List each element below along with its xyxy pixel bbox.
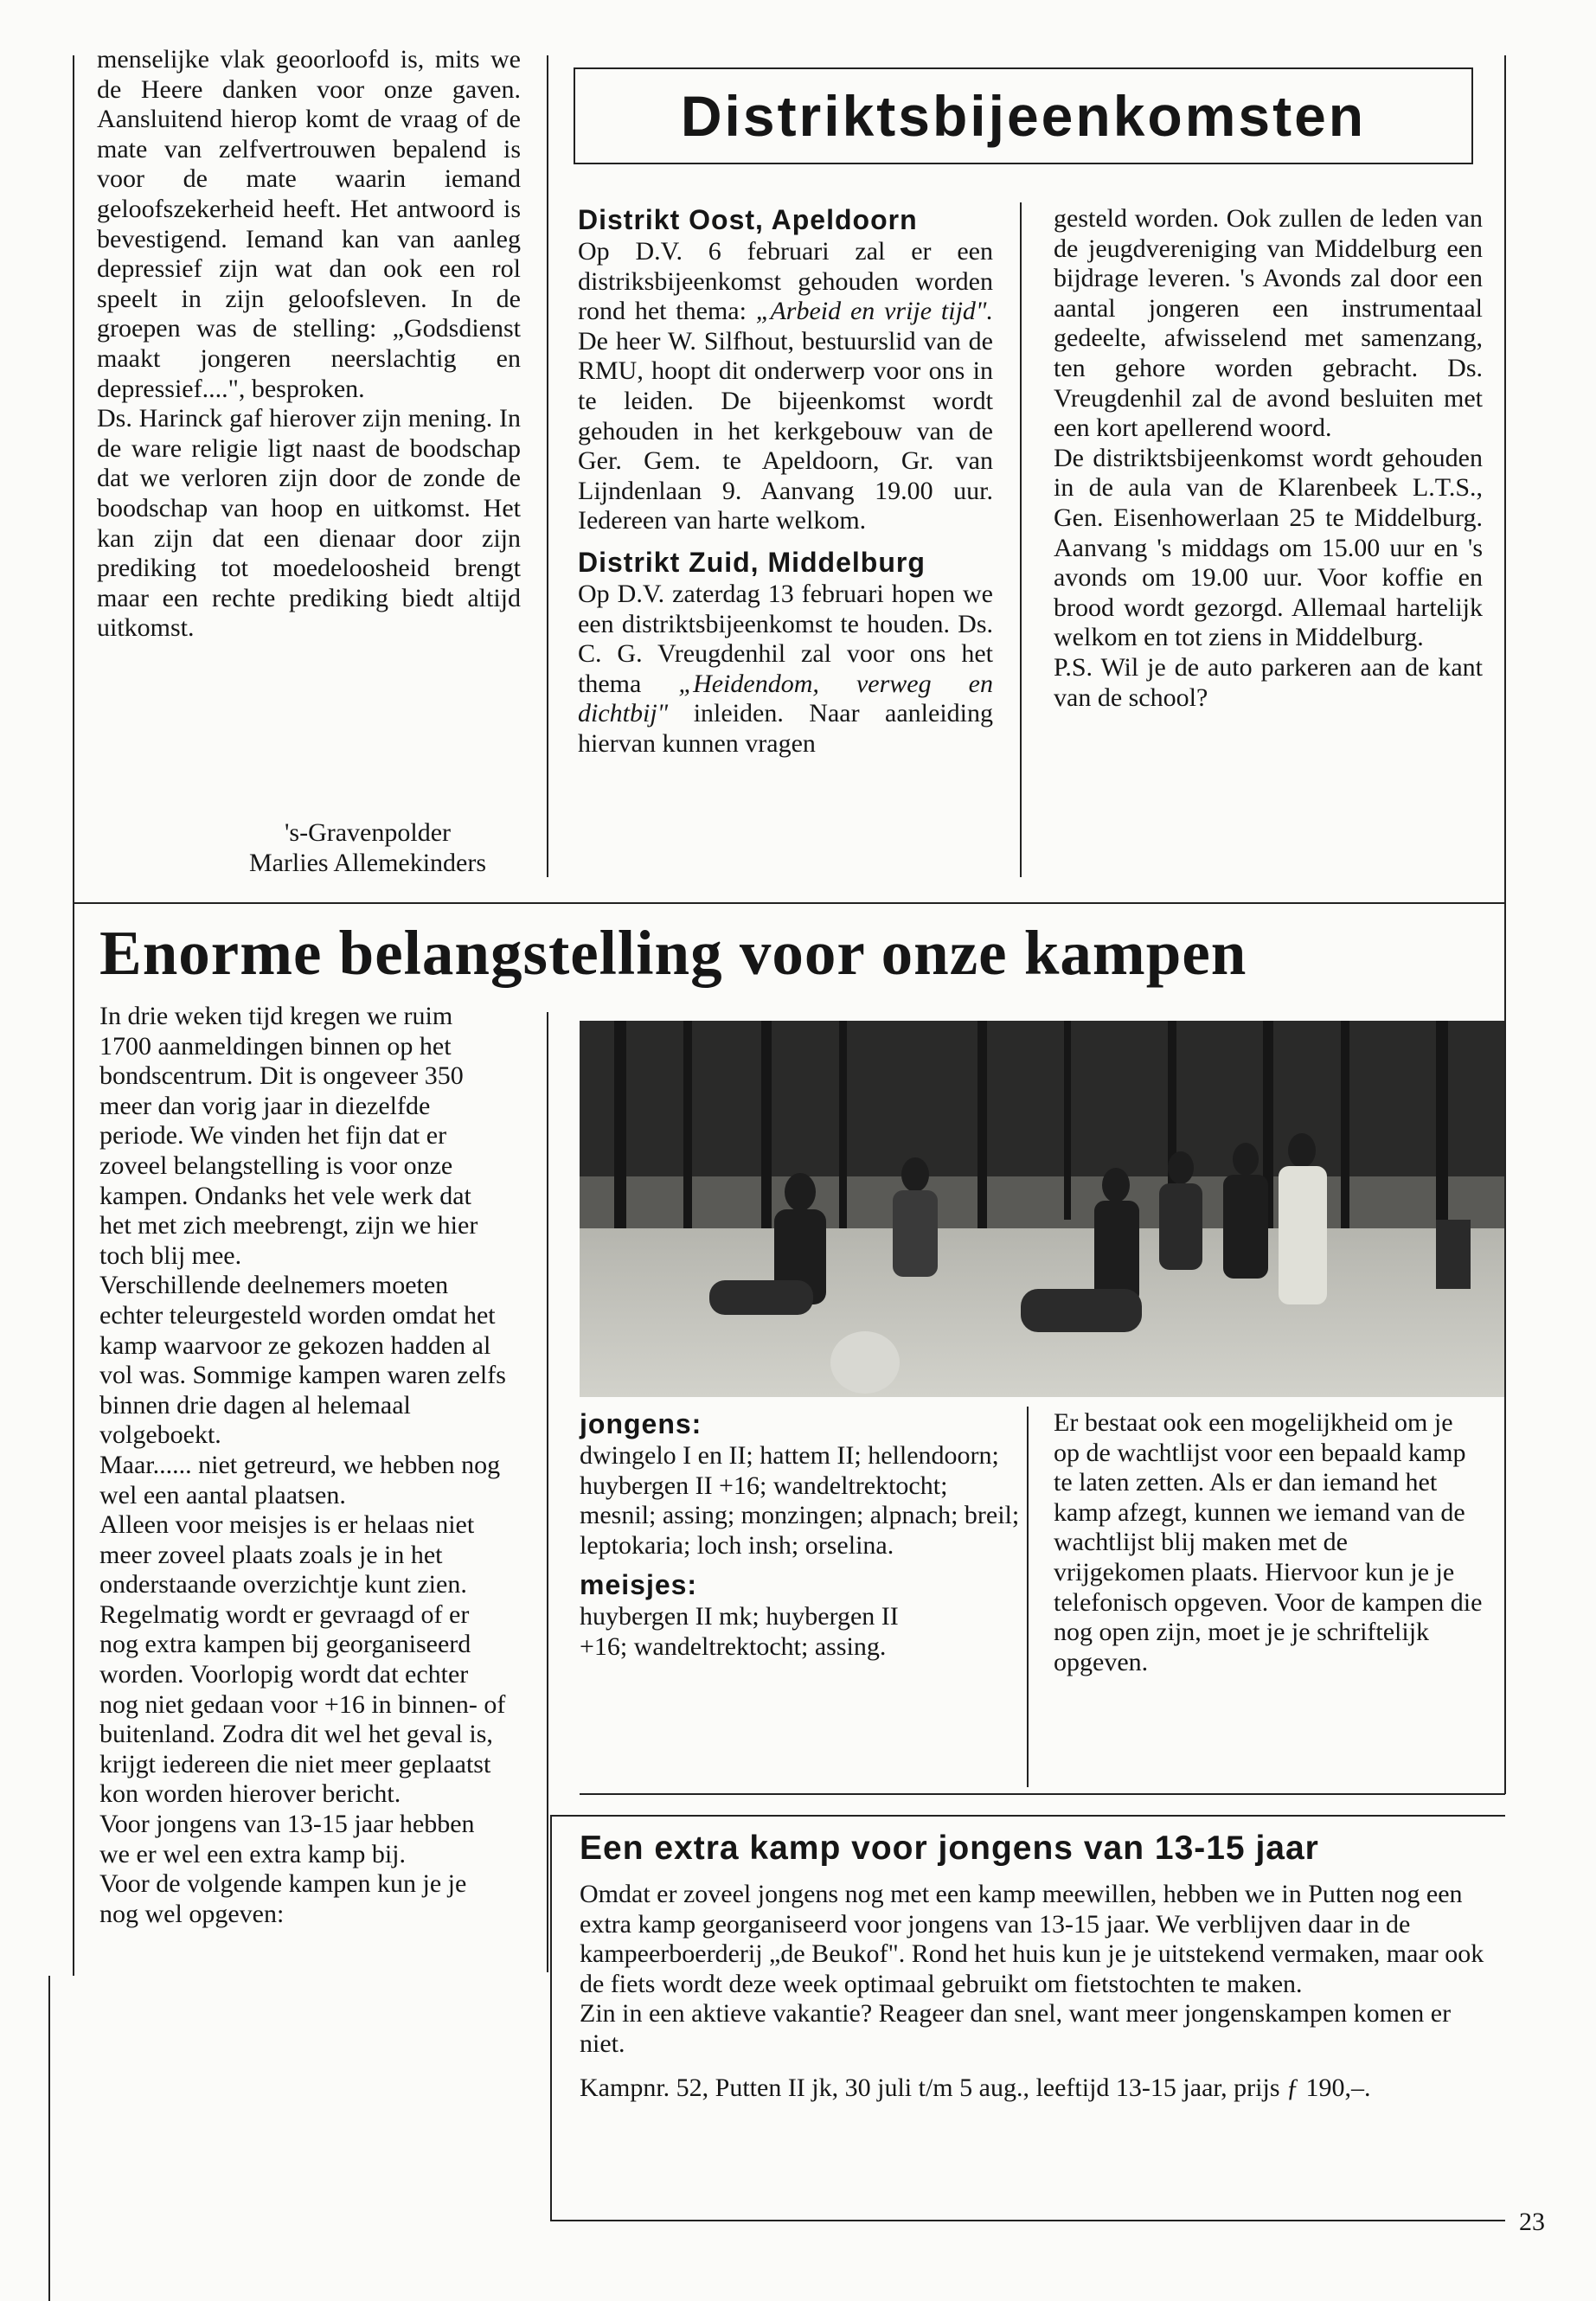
oost-heading: Distrikt Oost, Apeldoorn: [578, 204, 918, 235]
zuid-theme: „Heidendom, verweg en dichtbij": [578, 669, 993, 728]
page-left-rule-lower: [73, 903, 74, 1976]
signature-place: 's-Gravenpolder: [285, 818, 451, 847]
right-paragraph-1: gesteld worden. Ook zullen de leden van de jeugdvereniging van Middelburg een bijdrage leveren. 's Avonds zal door een aantal jongeren een instrumentaal gedeelte, afwisselend met samenzang, ten gehore worden gebracht. Ds. Vreugdenhil zal de avond besluiten met een kort apellerend woord.: [1054, 204, 1483, 443]
page-left-rule-bottom: [48, 1976, 50, 2301]
camp-photo: [580, 1021, 1505, 1397]
right-paragraph-2: De distriktsbijeenkomst wordt gehouden in de aula van de Klarenbeek L.T.S., Gen. Eisenhowerlaan 25 te Middelburg. Aanvang 's middags om 15.00 uur en 's avonds om 19.00 uur. Voor koffie en brood wordt gezorgd. Allemaal hartelijk welkom en tot ziens in Middelburg.: [1054, 443, 1483, 652]
camp-photo-illustration: [580, 1021, 1505, 1397]
kampen-left-column: [99, 1002, 506, 1929]
signature: [195, 818, 541, 878]
kampen-column-divider: [547, 1012, 548, 1972]
signature-name: Marlies Allemekinders: [248, 848, 487, 877]
extra-kamp-title: Een extra kamp voor jongens van 13-15 jaar: [580, 1830, 1319, 1867]
oost-text-part-2: De heer W. Silfhout, bestuurslid van de RMU, hoopt dit onderwerp voor ons in te leiden. De bijeenkomst wordt gehouden in het kerkgebouw van de Ger. Gem. te Apeldoorn, Gr. van Lijndenlaan 9. Aanvang 19.00 uur. Iedereen van harte welkom.: [578, 326, 993, 535]
zuid-text: [578, 580, 993, 760]
kampen-right-rule: [1504, 903, 1506, 1794]
meisjes-heading: meisjes:: [580, 1569, 698, 1601]
district-right-column: [1054, 204, 1483, 713]
oost-text: [578, 237, 993, 536]
top-right-rule: [1504, 55, 1506, 903]
kampen-paragraph-3: Maar...... niet getreurd, we hebben nog wel een aantal plaatsen.: [99, 1450, 501, 1509]
district-title: Distriktsbijeenkomsten: [680, 84, 1367, 148]
page-left-rule: [73, 55, 74, 903]
kampen-title: Enorme belangstelling voor onze kampen: [99, 918, 1247, 988]
kampen-paragraph-5: Voor jongens van 13-15 jaar hebben we er wel een extra kamp bij.: [99, 1810, 475, 1868]
list-bottom-rule: [580, 1793, 1505, 1795]
page-number: 23: [1519, 2208, 1545, 2236]
district-middle-column: [578, 202, 993, 760]
kampen-paragraph-1: In drie weken tijd kregen we ruim 1700 aanmeldingen binnen op het bondscentrum. Dit is ongeveer 350 meer dan vorig jaar in diezelfde periode. We vinden het fijn dat er zoveel belangstelling is voor onze kampen. Ondanks het vele werk dat het met zich meebrengt, zijn we hier toch blij mee.: [99, 1002, 478, 1270]
extra-paragraph-1: Omdat er zoveel jongens nog met een kamp meewillen, hebben we in Putten nog een extra kamp georganiseerd voor jongens van 13-15 jaar. We verblijven daar in de kampeerboerderij „de Beukof". Rond het huis kun je je uitstekend vermaken, maar ook de fiets wordt deze week optimaal gebruikt om fietstochten te maken.: [580, 1880, 1484, 1998]
list-column-divider: [1027, 1407, 1029, 1787]
camp-list: [580, 1407, 1029, 1663]
kampen-paragraph-2: Verschillende deelnemers moeten echter teleurgesteld worden omdat het kamp waarvoor ze gekozen hadden al vol was. Sommige kampen waren zelfs binnen drie dagen al helemaal volgeboekt.: [99, 1271, 506, 1450]
zuid-text-part-2: inleiden. Naar aanleiding hiervan kunnen vragen: [578, 699, 993, 758]
extra-kamp-content: [580, 1830, 1497, 2103]
jongens-heading: jongens:: [580, 1408, 702, 1439]
left-paragraph-2: Ds. Harinck gaf hierover zijn mening. In de ware religie ligt naast de boodschap dat we verloren zijn door de zonde de boodschap van hoop en uitkomst. Het kan zijn dat een dienaar door zijn prediking tot moedeloosheid brengt maar een rechte prediking biedt altijd uitkomst.: [97, 404, 521, 643]
right-paragraph-3: P.S. Wil je de auto parkeren aan de kant van de school?: [1054, 652, 1483, 712]
zuid-text-part-1: Op D.V. zaterdag 13 februari hopen we een distriktsbijeenkomst te houden. Ds. C. G. Vreugdenhil zal voor ons het thema: [578, 579, 993, 698]
district-title-box: [574, 67, 1473, 164]
extra-kamp-text: [580, 1880, 1488, 2060]
zuid-heading: Distrikt Zuid, Middelburg: [578, 546, 926, 578]
kampen-paragraph-6: Voor de volgende kampen kun je je nog wel opgeven:: [99, 1869, 467, 1928]
oost-text-part-1: Op D.V. 6 februari zal er een distriksbijeenkomst gehouden worden rond het thema:: [578, 237, 993, 326]
section-divider: [73, 902, 1505, 904]
wachtlijst-text: Er bestaat ook een mogelijkheid om je op de wachtlijst voor een bepaald kamp te laten zetten. Als er dan iemand het kamp afzegt, kunnen we iemand van de wachtlijst blij maken met de vrijgekomen plaats. Hiervoor kun je je telefonisch opgeven. Voor de kampen die nog open zijn, moet je je schriftelijk opgeven.: [1054, 1408, 1483, 1676]
left-column-text: [97, 45, 521, 644]
left-paragraph-1: menselijke vlak geoorloofd is, mits we de Heere danken voor onze gaven. Aansluitend hierop komt de vraag of de mate van zelfvertrouwen bepalend is voor de mate waarin iemand geloofszekerheid heeft. Het antwoord is bevestigend. Iemand kan van aanleg depressief zijn wat dan ook een rol speelt in zijn geloofsleven. In de groepen was de stelling: „Godsdienst maakt jongeren neerslachtig en depressief....", besproken.: [97, 45, 521, 403]
kampen-paragraph-4: Alleen voor meisjes is er helaas niet meer zoveel plaats zoals je in het onderstaande overzichtje kunt zien. Regelmatig wordt er gevraagd of er nog extra kampen bij georganiseerd worden. Voorlopig wordt dat echter nog niet gedaan voor +16 in binnen- of buitenland. Zodra dit wel het geval is, krijgt iedereen die niet meer geplaatst kon worden hierover bericht.: [99, 1510, 506, 1809]
jongens-list: dwingelo I en II; hattem II; hellendoorn; huybergen II +16; wandeltrektocht; mesnil; assing; monzingen; alpnach; breil; leptokaria; loch insh; orselina.: [580, 1441, 1020, 1560]
oost-theme: „Arbeid en vrije tijd".: [755, 297, 994, 326]
extra-paragraph-2: Zin in een aktieve vakantie? Reageer dan snel, want meer jongenskampen komen er niet.: [580, 1999, 1452, 2058]
extra-kamp-info: Kampnr. 52, Putten II jk, 30 juli t/m 5 aug., leeftijd 13-15 jaar, prijs ƒ 190,–.: [580, 2073, 1371, 2102]
column-divider-1: [547, 55, 548, 877]
meisjes-list: huybergen II mk; huybergen II +16; wandeltrektocht; assing.: [580, 1602, 899, 1661]
column-divider-2: [1020, 202, 1022, 877]
